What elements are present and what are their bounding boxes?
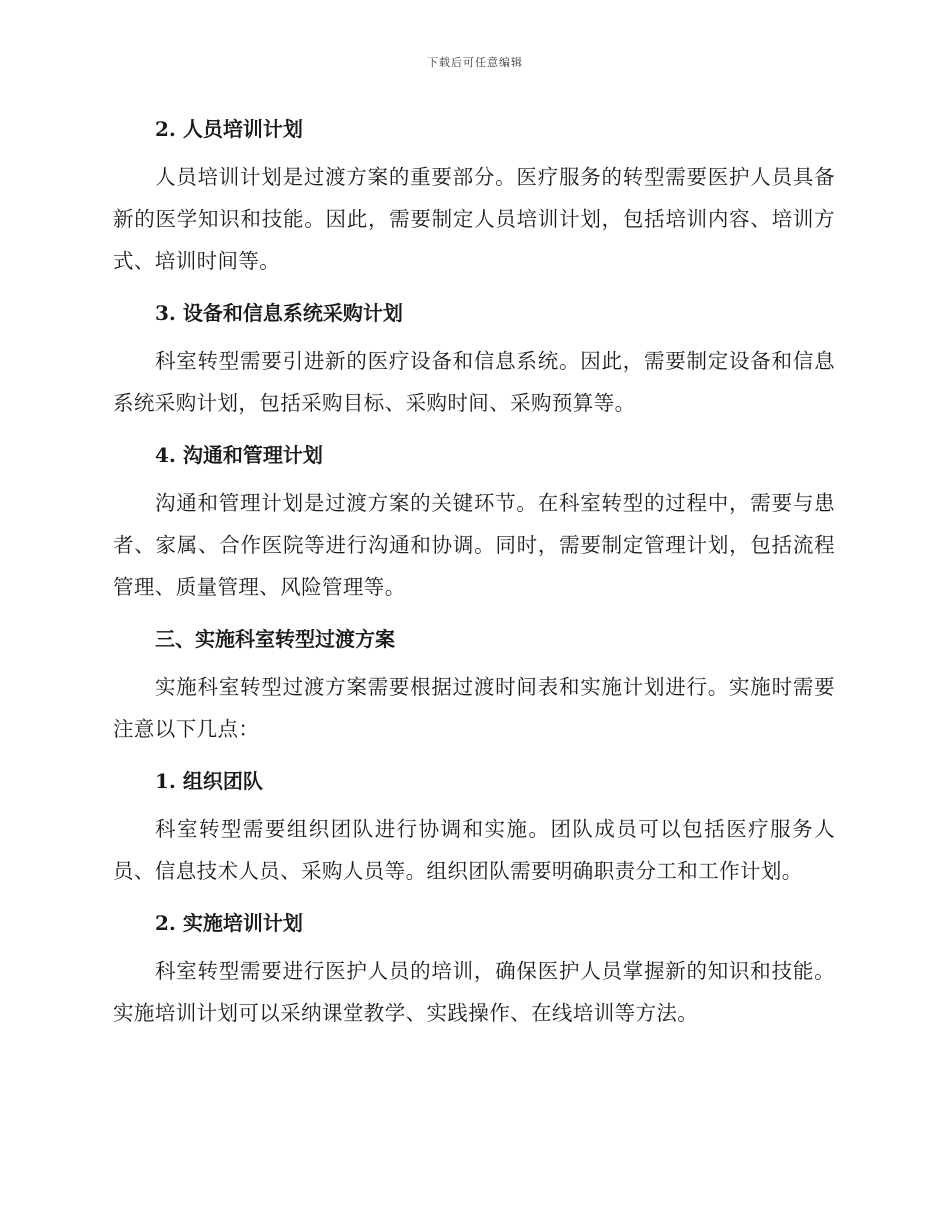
section-heading: 4. 沟通和管理计划 [155, 443, 323, 467]
section-paragraph: 科室转型需要进行医护人员的培训，确保医护人员掌握新的知识和技能。实施培训计划可以采纳课堂教学、实践操作、在线培训等方法。 [113, 959, 835, 1025]
document-body [113, 108, 835, 1044]
page-header-note: 下载后可任意编辑 [427, 56, 523, 69]
section-paragraph: 实施科室转型过渡方案需要根据过渡时间表和实施计划进行。实施时需要注意以下几点： [113, 675, 835, 741]
section-heading: 2. 人员培训计划 [155, 117, 303, 141]
section-paragraph: 科室转型需要组织团队进行协调和实施。团队成员可以包括医疗服务人员、信息技术人员、采购人员等。组织团队需要明确职责分工和工作计划。 [113, 817, 835, 883]
section-paragraph: 沟通和管理计划是过渡方案的关键环节。在科室转型的过程中，需要与患者、家属、合作医院等进行沟通和协调。同时，需要制定管理计划，包括流程管理、质量管理、风险管理等。 [113, 491, 835, 599]
chapter-heading: 三、实施科室转型过渡方案 [155, 627, 395, 651]
section-heading: 1. 组织团队 [155, 769, 263, 793]
section-heading: 2. 实施培训计划 [155, 911, 303, 935]
section-paragraph: 科室转型需要引进新的医疗设备和信息系统。因此，需要制定设备和信息系统采购计划，包括采购目标、采购时间、采购预算等。 [113, 349, 835, 415]
section-paragraph: 人员培训计划是过渡方案的重要部分。医疗服务的转型需要医护人员具备新的医学知识和技能。因此，需要制定人员培训计划，包括培训内容、培训方式、培训时间等。 [113, 165, 835, 273]
section-heading: 3. 设备和信息系统采购计划 [155, 301, 403, 325]
